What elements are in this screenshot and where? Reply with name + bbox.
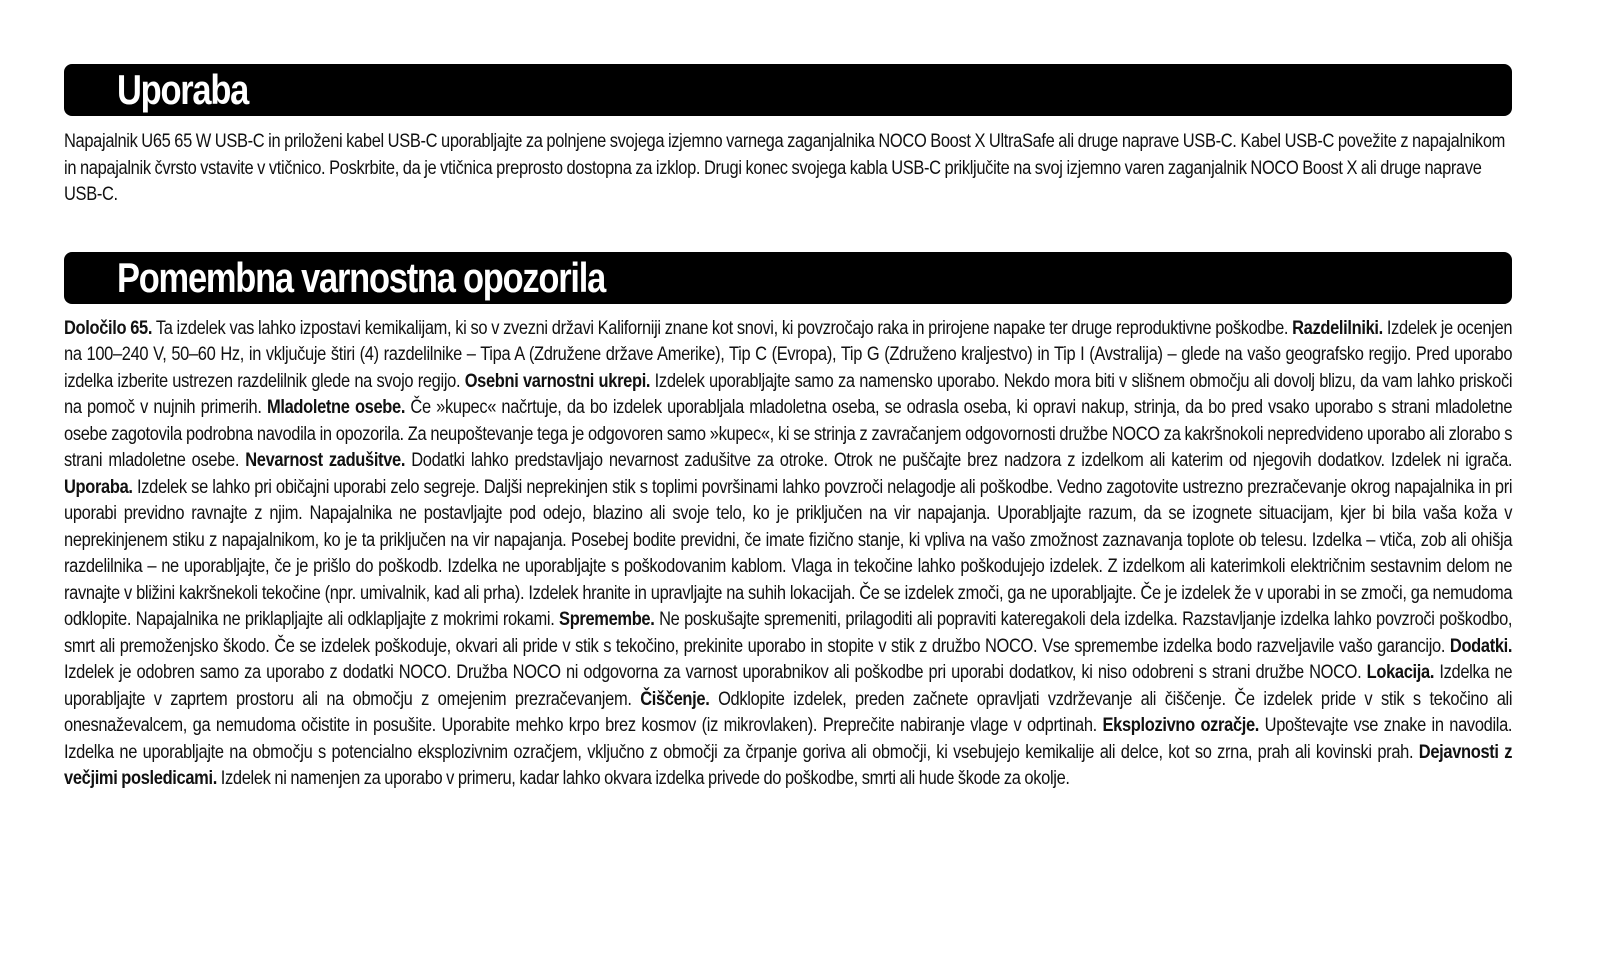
safety-text-adapters: Izdelek je ocenjen na 100–240 V, 50–60 Hz, in vključuje štiri (4) razdelilnike – Tipa A (Združene države Amerike), Tip C (Evropa), Tip G (Združeno kraljestvo) in Tip I (Avstralija) – glede na vašo geografsko regijo. Pred uporabo izdelka izberite ustrezen razdelilnik glede na svojo regijo. [64, 316, 1513, 392]
safety-text-minors: Če »kupec« načrtuje, da bo izdelek uporabljala mladoletna oseba, se odrasla oseba, ki opravi nakup, strinja, da bo pred vsako uporabo s strani mladoletne osebe zagotovila podrobna navodila in opozorila. Za neupoštevanje tega je odgovoren samo »kupec«, ki se strinja z zavračanjem odgovornosti družbe NOCO za kakršnokoli nepredvideno uporabo ali zlorabo s strani mladoletne osebe. [64, 396, 1513, 471]
safety-text-location: Izdelka ne uporabljajte v zaprtem prostoru ali na območju z omejenim prezračevanjem. [64, 661, 1513, 710]
safety-text-high-consequence: Izdelek ni namenjen za uporabo v primeru, kadar lahko okvara izdelka privede do poškodbe, smrti ali hude škode za okolje. [216, 767, 1070, 789]
safety-text-personal-safety: Izdelek uporabljajte samo za namensko uporabo. Nekdo mora biti v slišnem območju ali dovolj blizu, da vam lahko priskoči na pomoč v nujnih primerih. [64, 369, 1513, 418]
safety-heading-personal-safety: Osebni varnostni ukrepi. [464, 369, 651, 392]
safety-text-prop65: Ta izdelek vas lahko izpostavi kemikalijam, ki so v zvezni državi Kaliforniji znane kot snovi, ki povzročajo raka in prirojene napake ter druge reproduktivne poškodbe. [152, 316, 1293, 339]
safety-heading-explosive: Eksplozivno ozračje. [1102, 714, 1260, 736]
safety-text-modifications: Ne poskušajte spremeniti, prilagoditi ali popraviti kateregakoli dela izdelka. Razstavljanje izdelka lahko povzroči poškodbo, smrt ali premoženjsko škodo. Če se izdelek poškoduje, okvari ali pride v stik s tekočino, prekinite uporabo in stopite v stik z družbo NOCO. Vse spremembe izdelka bodo razveljavile vašo garancijo. [64, 608, 1513, 657]
section-title-safety: Pomembna varnostna opozorila [117, 253, 606, 301]
section-header-usage [64, 64, 1512, 116]
safety-heading-location: Lokacija. [1366, 661, 1435, 683]
safety-heading-minors: Mladoletne osebe. [266, 396, 406, 418]
safety-text-use: Izdelek se lahko pri običajni uporabi zelo segreje. Daljši neprekinjen stik s toplimi površinami lahko povzroči nelagodje ali poškodbe. Vedno zagotovite ustrezno prezračevanje okrog napajalnika in pri uporabi previdno ravnajte z njim. Napajalnika ne postavljajte pod odejo, blazino ali svoje telo, ko je priključen na vir napajanja. Uporabljajte razum, da se izognete situacijam, kjer bi bila vaša koža v neprekinjenem stiku z napajalnikom, ko je ta priključen na vir napajanja. Posebej bodite previdni, če imate fizično stanje, ki vpliva na vašo zmožnost zaznavanja toplote ob telesu. Izdelka – vtiča, zob ali ohišja razdelilnika – ne uporabljajte, če je prišlo do poškodb. Izdelka ne uporabljajte s poškodovanim kablom. Vlaga in tekočine lahko poškodujejo izdelek. Z izdelkom ali katerimkoli električnim sestavnim delom ne ravnajte v bližini kakršnekoli tekočine (npr. umivalnik, kad ali prha). Izdelek hranite in upravljajte na suhih lokacijah. Če se izdelek zmoči, ga ne uporabljajte. Če je izdelek že v uporabi in se zmoči, ga nemudoma odklopite. Napajalnika ne priklapljajte ali odklapljajte z mokrimi rokami. [64, 475, 1513, 630]
safety-text-explosive: Upoštevajte vse znake in navodila. Izdelka ne uporabljajte na območju s potencialno eksplozivnim ozračjem, vključno z območji za črpanje goriva ali območji, ki vsebujejo kemikalije ali delce, kot so zrna, prah ali kovinski prah. [64, 714, 1513, 763]
usage-paragraph: Napajalnik U65 65 W USB-C in priloženi kabel USB-C uporabljajte za polnjene svojega izjemno varnega zaganjalnika NOCO Boost X UltraSafe ali druge naprave USB-C. Kabel USB-C povežite z napajalnikom in napajalnik čvrsto vstavite v vtičnico. Poskrbite, da je vtičnica preprosto dostopna za izklop. Drugi konec svojega kabla USB-C priključite na svoj izjemno varen zaganjalnik NOCO Boost X ali druge naprave USB-C. [64, 130, 1506, 205]
safety-heading-accessories: Dodatki. [1449, 634, 1513, 657]
safety-paragraph [64, 315, 1512, 792]
safety-heading-prop65: Določilo 65. [64, 316, 153, 339]
safety-heading-high-consequence: Dejavnosti z večjimi posledicami. [64, 740, 1513, 789]
section-title-usage: Uporaba [117, 66, 249, 113]
safety-heading-choking: Nevarnost zadušitve. [245, 449, 406, 471]
safety-text-cleaning: Odklopite izdelek, preden začnete opravljati vzdrževanje ali čiščenje. Če izdelek pride v stik s tekočino ali onesnaževalcem, ga nemudoma očistite in posušite. Uporabite mehko krpo brez kosmov (iz mikrovlaken). Preprečite nabiranje vlage v odprtinah. [64, 687, 1513, 736]
safety-heading-cleaning: Čiščenje. [640, 687, 710, 710]
safety-heading-use: Uporaba. [64, 475, 133, 498]
safety-heading-adapters: Razdelilniki. [1292, 316, 1383, 339]
safety-text-choking: Dodatki lahko predstavljajo nevarnost zadušitve za otroke. Otrok ne puščajte brez nadzora z izdelkom ali katerim od njegovih dodatkov. Izdelek ni igrača. [405, 449, 1513, 471]
document-page [64, 64, 1512, 792]
section-header-safety [64, 252, 1512, 304]
safety-text-accessories: Izdelek je odobren samo za uporabo z dodatki NOCO. Družba NOCO ni odgovorna za varnost uporabnikov ali poškodbe pri uporabi dodatkov, ki niso odobreni s strani družbe NOCO. [64, 661, 1367, 683]
safety-heading-modifications: Spremembe. [559, 608, 655, 630]
